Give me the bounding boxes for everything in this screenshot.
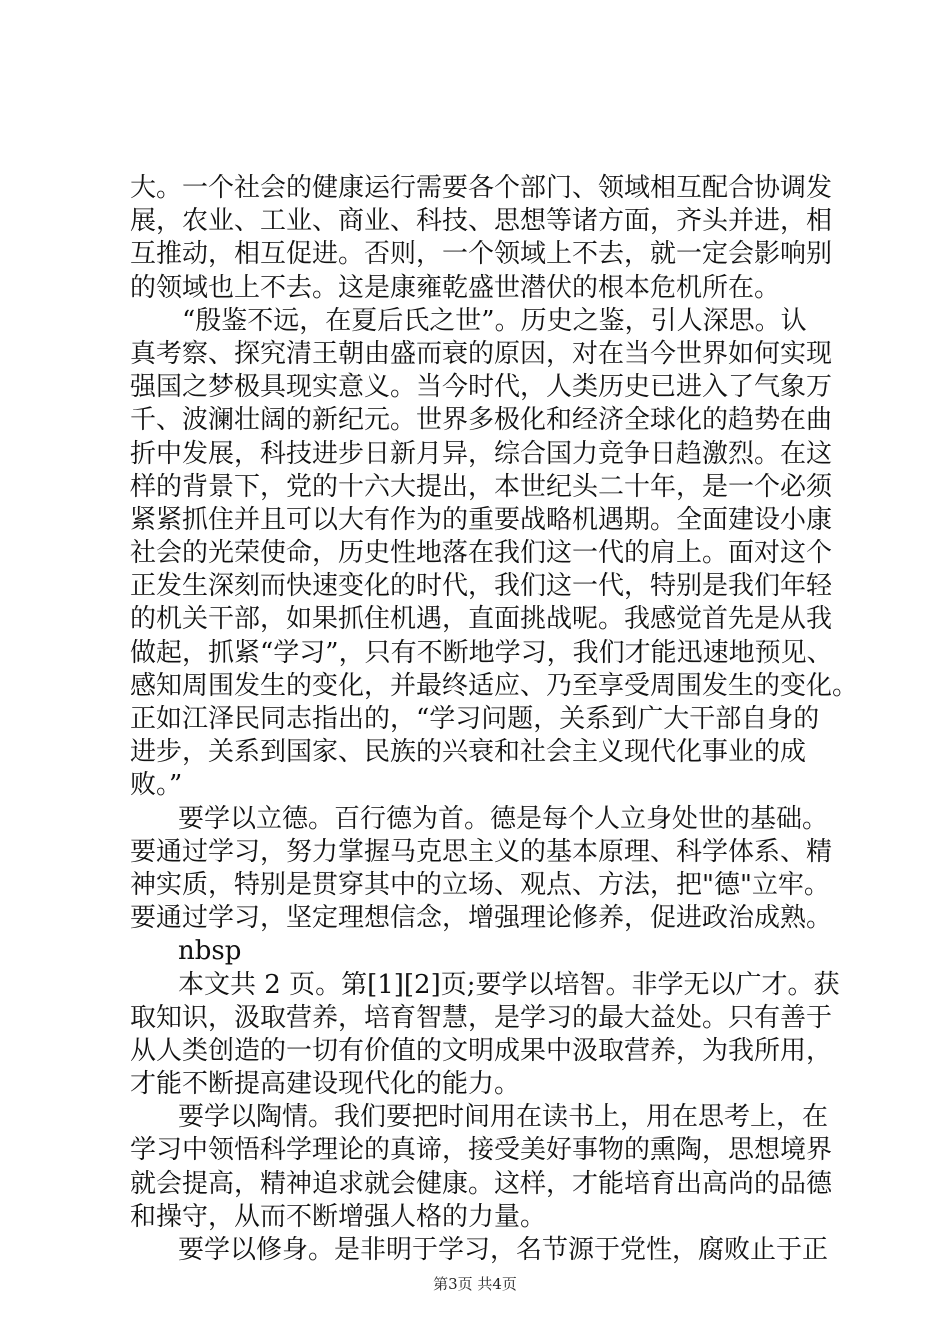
text-line: 的领域也上不去。这是康雍乾盛世潜伏的根本危机所在。 bbox=[130, 272, 781, 303]
text-line: 展，农业、工业、商业、科技、思想等诸方面，齐头并进，相 bbox=[130, 206, 833, 237]
text-line: 才能不断提高建设现代化的能力。 bbox=[130, 1069, 521, 1100]
text-line: 做起，抓紧“学习”，只有不断地学习，我们才能迅速地预见、 bbox=[130, 637, 833, 668]
paragraph-start-line: 要学以立德。百行德为首。德是每个人立身处世的基础。 bbox=[178, 803, 829, 834]
text-line: 神实质，特别是贯穿其中的立场、观点、方法，把"德"立牢。 bbox=[130, 869, 830, 900]
text-line: 社会的光荣使命，历史性地落在我们这一代的肩上。面对这个 bbox=[130, 538, 833, 569]
text-line: 和操守，从而不断增强人格的力量。 bbox=[130, 1201, 547, 1232]
text-line: 的机关干部，如果抓住机遇，直面挑战呢。我感觉首先是从我 bbox=[130, 604, 833, 635]
text-line: 紧紧抓住并且可以大有作为的重要战略机遇期。全面建设小康 bbox=[130, 504, 833, 535]
text-line: 强国之梦极具现实意义。当今时代，人类历史已进入了气象万 bbox=[130, 372, 833, 403]
text-line: 互推动，相互促进。否则，一个领域上不去，就一定会影响别 bbox=[130, 239, 833, 270]
paragraph-start-line: 要学以修身。是非明于学习，名节源于党性，腐败止于正 bbox=[178, 1235, 829, 1265]
stray-text-line: nbsp bbox=[178, 936, 242, 967]
text-line: 进步，关系到国家、民族的兴衰和社会主义现代化事业的成 bbox=[130, 737, 807, 768]
text-line: 败。” bbox=[130, 770, 183, 801]
text-line: 要通过学习，坚定理想信念，增强理论修养，促进政治成熟。 bbox=[130, 903, 833, 934]
page-footer: 第3页 共4页 bbox=[433, 1275, 517, 1293]
text-line: 千、波澜壮阔的新纪元。世界多极化和经济全球化的趋势在曲 bbox=[130, 405, 833, 436]
text-line: 大。一个社会的健康运行需要各个部门、领域相互配合协调发 bbox=[130, 173, 833, 203]
text-line: 就会提高，精神追求就会健康。这样，才能培育出高尚的品德 bbox=[130, 1168, 833, 1199]
document-body bbox=[130, 172, 859, 1267]
paragraph-start-line: “殷鉴不远，在夏后氏之世”。历史之鉴，引人深思。认 bbox=[182, 305, 807, 336]
text-line: 真考察、探究清王朝由盛而衰的原因，对在当今世界如何实现 bbox=[130, 338, 833, 369]
paragraph-start-line: 要学以陶情。我们要把时间用在读书上，用在思考上，在 bbox=[178, 1102, 829, 1133]
text-line: 从人类创造的一切有价值的文明成果中汲取营养，为我所用， bbox=[130, 1035, 833, 1066]
text-line: 折中发展，科技进步日新月异，综合国力竞争日趋激烈。在这 bbox=[130, 438, 833, 469]
text-line: 样的背景下，党的十六大提出，本世纪头二十年，是一个必须 bbox=[130, 471, 833, 502]
text-line: 感知周围发生的变化，并最终适应、乃至享受周围发生的变化。 bbox=[130, 670, 859, 701]
paragraph-start-line: 本文共 2 页。第[1][2]页;要学以培智。非学无以广才。获 bbox=[178, 969, 840, 1000]
text-line: 正发生深刻而快速变化的时代，我们这一代，特别是我们年轻 bbox=[130, 571, 833, 602]
text-line: 要通过学习，努力掌握马克思主义的基本原理、科学体系、精 bbox=[130, 836, 833, 867]
text-line: 正如江泽民同志指出的，“学习问题，关系到广大干部自身的 bbox=[130, 704, 820, 734]
text-line: 取知识，汲取营养，培育智慧，是学习的最大益处。只有善于 bbox=[130, 1002, 833, 1033]
text-line: 学习中领悟科学理论的真谛，接受美好事物的熏陶，思想境界 bbox=[130, 1135, 833, 1166]
